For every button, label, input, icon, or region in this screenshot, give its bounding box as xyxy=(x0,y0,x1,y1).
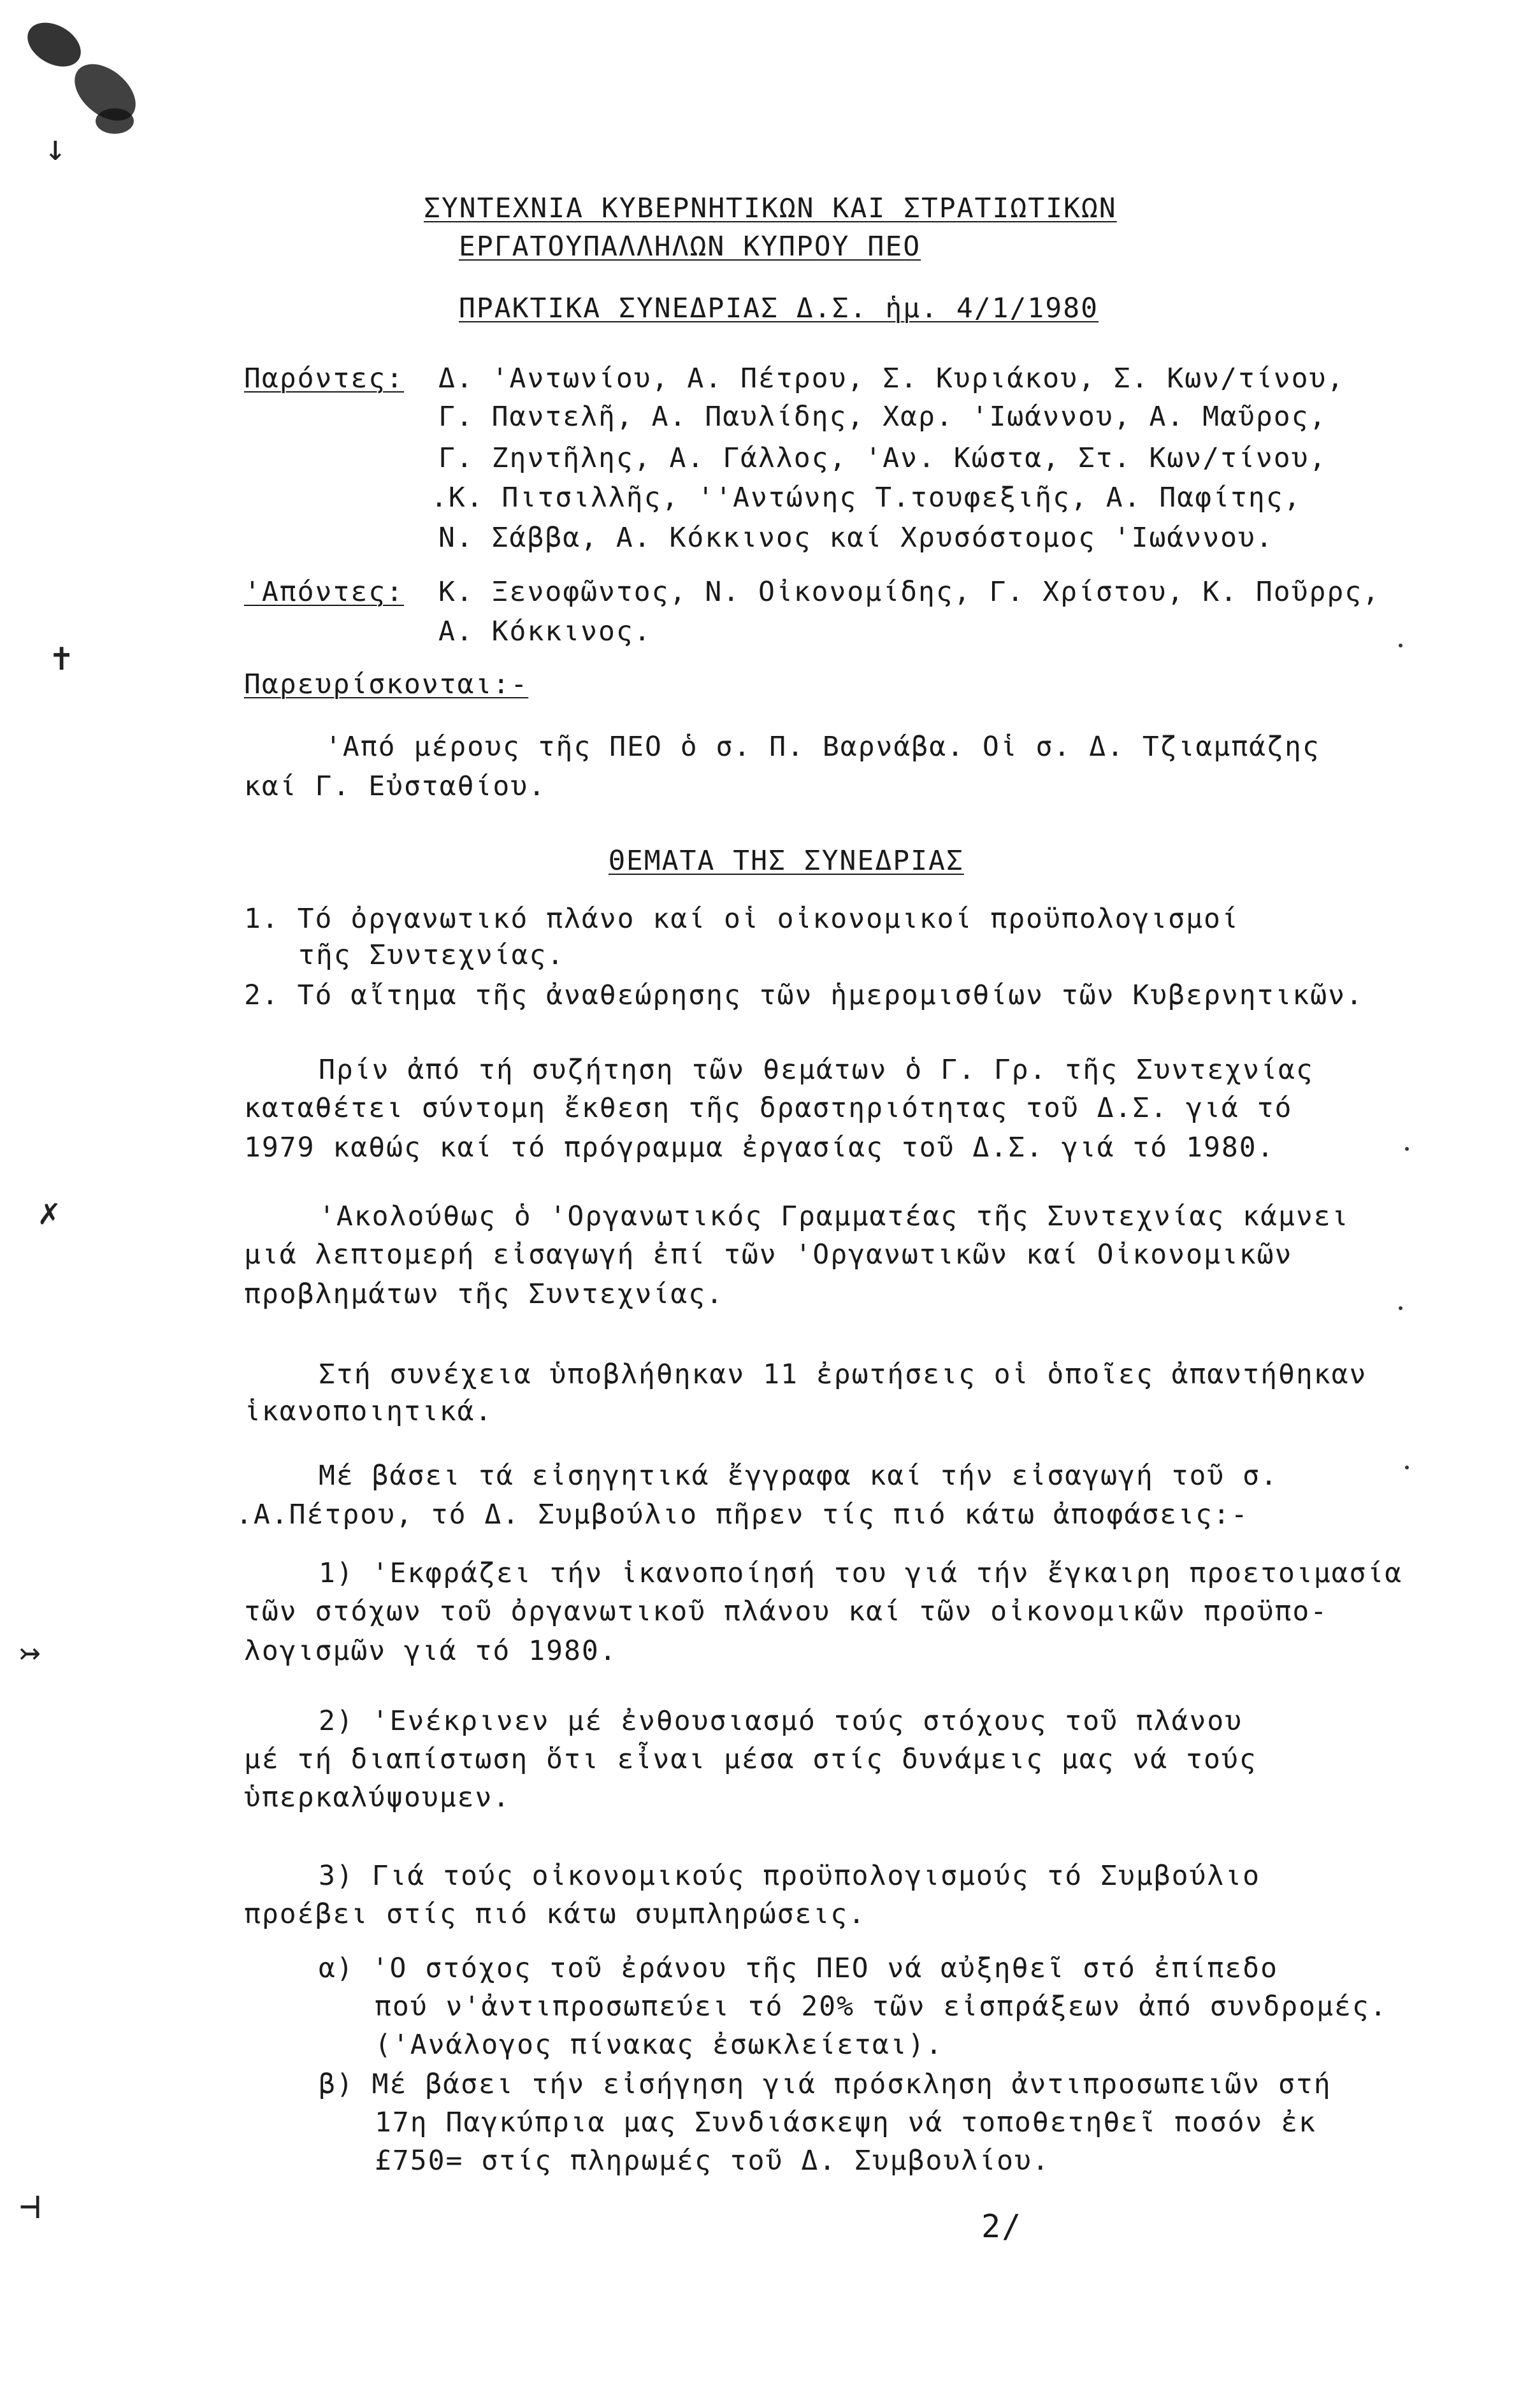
present-line: .Κ. Πιτσιλλῆς, ''Αντώνης Τ.τουφεξιῆς, Α. Παφίτης, xyxy=(431,482,1302,514)
sub-item-a-line: ('Ανάλογος πίνακας ἐσωκλείεται). xyxy=(375,2029,944,2061)
also-present-line: καί Γ. Εὐσταθίου. xyxy=(244,770,547,802)
margin-mark: ⊣ xyxy=(19,2186,41,2227)
body-line: 1979 καθώς καί τό πρόγραμμα ἐργασίας τοῦ Δ.Σ. γιά τό 1980. xyxy=(244,1132,1275,1164)
margin-mark: ✗ xyxy=(38,1192,60,1233)
header-line-3: ΠΡΑΚΤΙΚΑ ΣΥΝΕΔΡΙΑΣ Δ.Σ. ἡμ. 4/1/1980 xyxy=(459,292,1099,324)
present-line: Ν. Σάββα, Α. Κόκκινος καί Χρυσόστομος 'Ιωάννου. xyxy=(438,522,1274,554)
agenda-item-1-cont: τῆς Συντεχνίας. xyxy=(298,939,565,971)
agenda-title: ΘΕΜΑΤΑ ΤΗΣ ΣΥΝΕΔΡΙΑΣ xyxy=(609,845,964,877)
body-line: μιά λεπτομερή εἰσαγωγή ἐπί τῶν 'Οργανωτικῶν καί Οἰκονομικῶν xyxy=(244,1239,1293,1271)
body-line: Πρίν ἀπό τή συζήτηση τῶν θεμάτων ὁ Γ. Γρ. τῆς Συντεχνίας xyxy=(319,1054,1314,1086)
margin-dot xyxy=(1405,1147,1409,1151)
body-line: Στή συνέχεια ὑποβλήθηκαν 11 ἐρωτήσεις οἱ ὁποῖες ἀπαντήθηκαν xyxy=(319,1359,1367,1390)
present-label: Παρόντες: xyxy=(244,363,404,394)
sub-item-b-line: 17η Παγκύπρια μας Συνδιάσκεψη νά τοποθετηθεῖ ποσόν ἐκ xyxy=(375,2107,1317,2138)
body-line: καταθέτει σύντομη ἔκθεση τῆς δραστηριότητας τοῦ Δ.Σ. γιά τό xyxy=(244,1092,1293,1124)
body-line: .Α.Πέτρου, τό Δ. Συμβούλιο πῆρεν τίς πιό κάτω ἀποφάσεις:- xyxy=(236,1499,1249,1531)
present-line: Δ. 'Αντωνίου, Α. Πέτρου, Σ. Κυριάκου, Σ. Κων/τίνου, xyxy=(438,363,1345,394)
body-line: ἱκανοποιητικά. xyxy=(244,1395,493,1427)
body-line: Μέ βάσει τά εἰσηγητικά ἔγγραφα καί τήν εἰσαγωγή τοῦ σ. xyxy=(319,1460,1278,1492)
decision-line: 3) Γιά τούς οἰκονομικούς προϋπολογισμούς τό Συμβούλιο xyxy=(319,1860,1261,1892)
margin-mark: ✝ xyxy=(51,637,73,679)
margin-mark: ↣ xyxy=(19,1631,41,1673)
ink-smudge xyxy=(96,108,134,134)
decision-line: μέ τή διαπίστωση ὅτι εἶναι μέσα στίς δυνάμεις μας νά τούς xyxy=(244,1743,1257,1775)
absent-line: Α. Κόκκινος. xyxy=(438,616,652,647)
margin-dot xyxy=(1405,1466,1409,1469)
present-line: Γ. Παντελῆ, Α. Παυλίδης, Χαρ. 'Ιωάννου, Α. Μαῦρος, xyxy=(438,401,1327,433)
sub-item-a-line: α) 'Ο στόχος τοῦ ἐράνου τῆς ΠΕΟ νά αὐξηθεῖ στό ἐπίπεδο xyxy=(319,1952,1278,1984)
absent-label: 'Απόντες: xyxy=(244,576,404,608)
header-line-1: ΣΥΝΤΕΧΝΙΑ ΚΥΒΕΡΝΗΤΙΚΩΝ ΚΑΙ ΣΤΡΑΤΙΩΤΙΚΩΝ xyxy=(424,192,1117,224)
decision-line: λογισμῶν γιά τό 1980. xyxy=(244,1635,617,1667)
decision-line: 1) 'Εκφράζει τήν ἱκανοποίησή του γιά τήν ἔγκαιρη προετοιμασία xyxy=(319,1557,1403,1589)
present-line: Γ. Ζηντῆλης, Α. Γάλλος, 'Αν. Κώστα, Στ. Κων/τίνου, xyxy=(438,442,1327,474)
decision-line: ὑπερκαλύψουμεν. xyxy=(244,1782,511,1813)
decision-line: τῶν στόχων τοῦ ὀργανωτικοῦ πλάνου καί τῶν οἰκονομικῶν προϋπο- xyxy=(244,1596,1329,1627)
margin-mark: ↓ xyxy=(45,127,66,169)
body-line: προβλημάτων τῆς Συντεχνίας. xyxy=(244,1278,724,1310)
decision-line: προέβει στίς πιό κάτω συμπληρώσεις. xyxy=(244,1898,867,1930)
ink-smudge xyxy=(20,14,89,76)
page-marker: 2/ xyxy=(981,2208,1023,2245)
body-line: 'Ακολούθως ὁ 'Οργανωτικός Γραμματέας τῆς Συντεχνίας κάμνει xyxy=(319,1200,1350,1232)
sub-item-b-line: β) Μέ βάσει τήν εἰσήγηση γιά πρόσκληση ἀντιπροσωπειῶν στή xyxy=(319,2068,1332,2100)
agenda-item-1: 1. Τό ὀργανωτικό πλάνο καί οἱ οἰκονομικοί προϋπολογισμοί xyxy=(244,903,1239,935)
also-present-label: Παρευρίσκονται:- xyxy=(244,668,529,700)
header-line-2: ΕΡΓΑΤΟΥΠΑΛΛΗΛΩΝ ΚΥΠΡΟΥ ΠΕΟ xyxy=(459,231,921,263)
absent-line: Κ. Ξενοφῶντος, Ν. Οἰκονομίδης, Γ. Χρίστου, Κ. Ποῦρρς, xyxy=(438,576,1381,608)
margin-dot xyxy=(1399,1306,1402,1310)
agenda-item-2: 2. Τό αἴτημα τῆς ἀναθεώρησης τῶν ἡμερομισθίων τῶν Κυβερνητικῶν. xyxy=(244,979,1364,1011)
sub-item-b-line: £750= στίς πληρωμές τοῦ Δ. Συμβουλίου. xyxy=(375,2145,1050,2177)
margin-dot xyxy=(1399,644,1402,647)
sub-item-a-line: πού ν'ἀντιπροσωπεύει τό 20% τῶν εἰσπράξεων ἀπό συνδρομές. xyxy=(375,1991,1388,2022)
also-present-line: 'Από μέρους τῆς ΠΕΟ ὁ σ. Π. Βαρνάβα. Οἱ σ. Δ. Τζιαμπάζης xyxy=(325,731,1320,763)
decision-line: 2) 'Ενέκρινεν μέ ἐνθουσιασμό τούς στόχους τοῦ πλάνου xyxy=(319,1705,1243,1737)
